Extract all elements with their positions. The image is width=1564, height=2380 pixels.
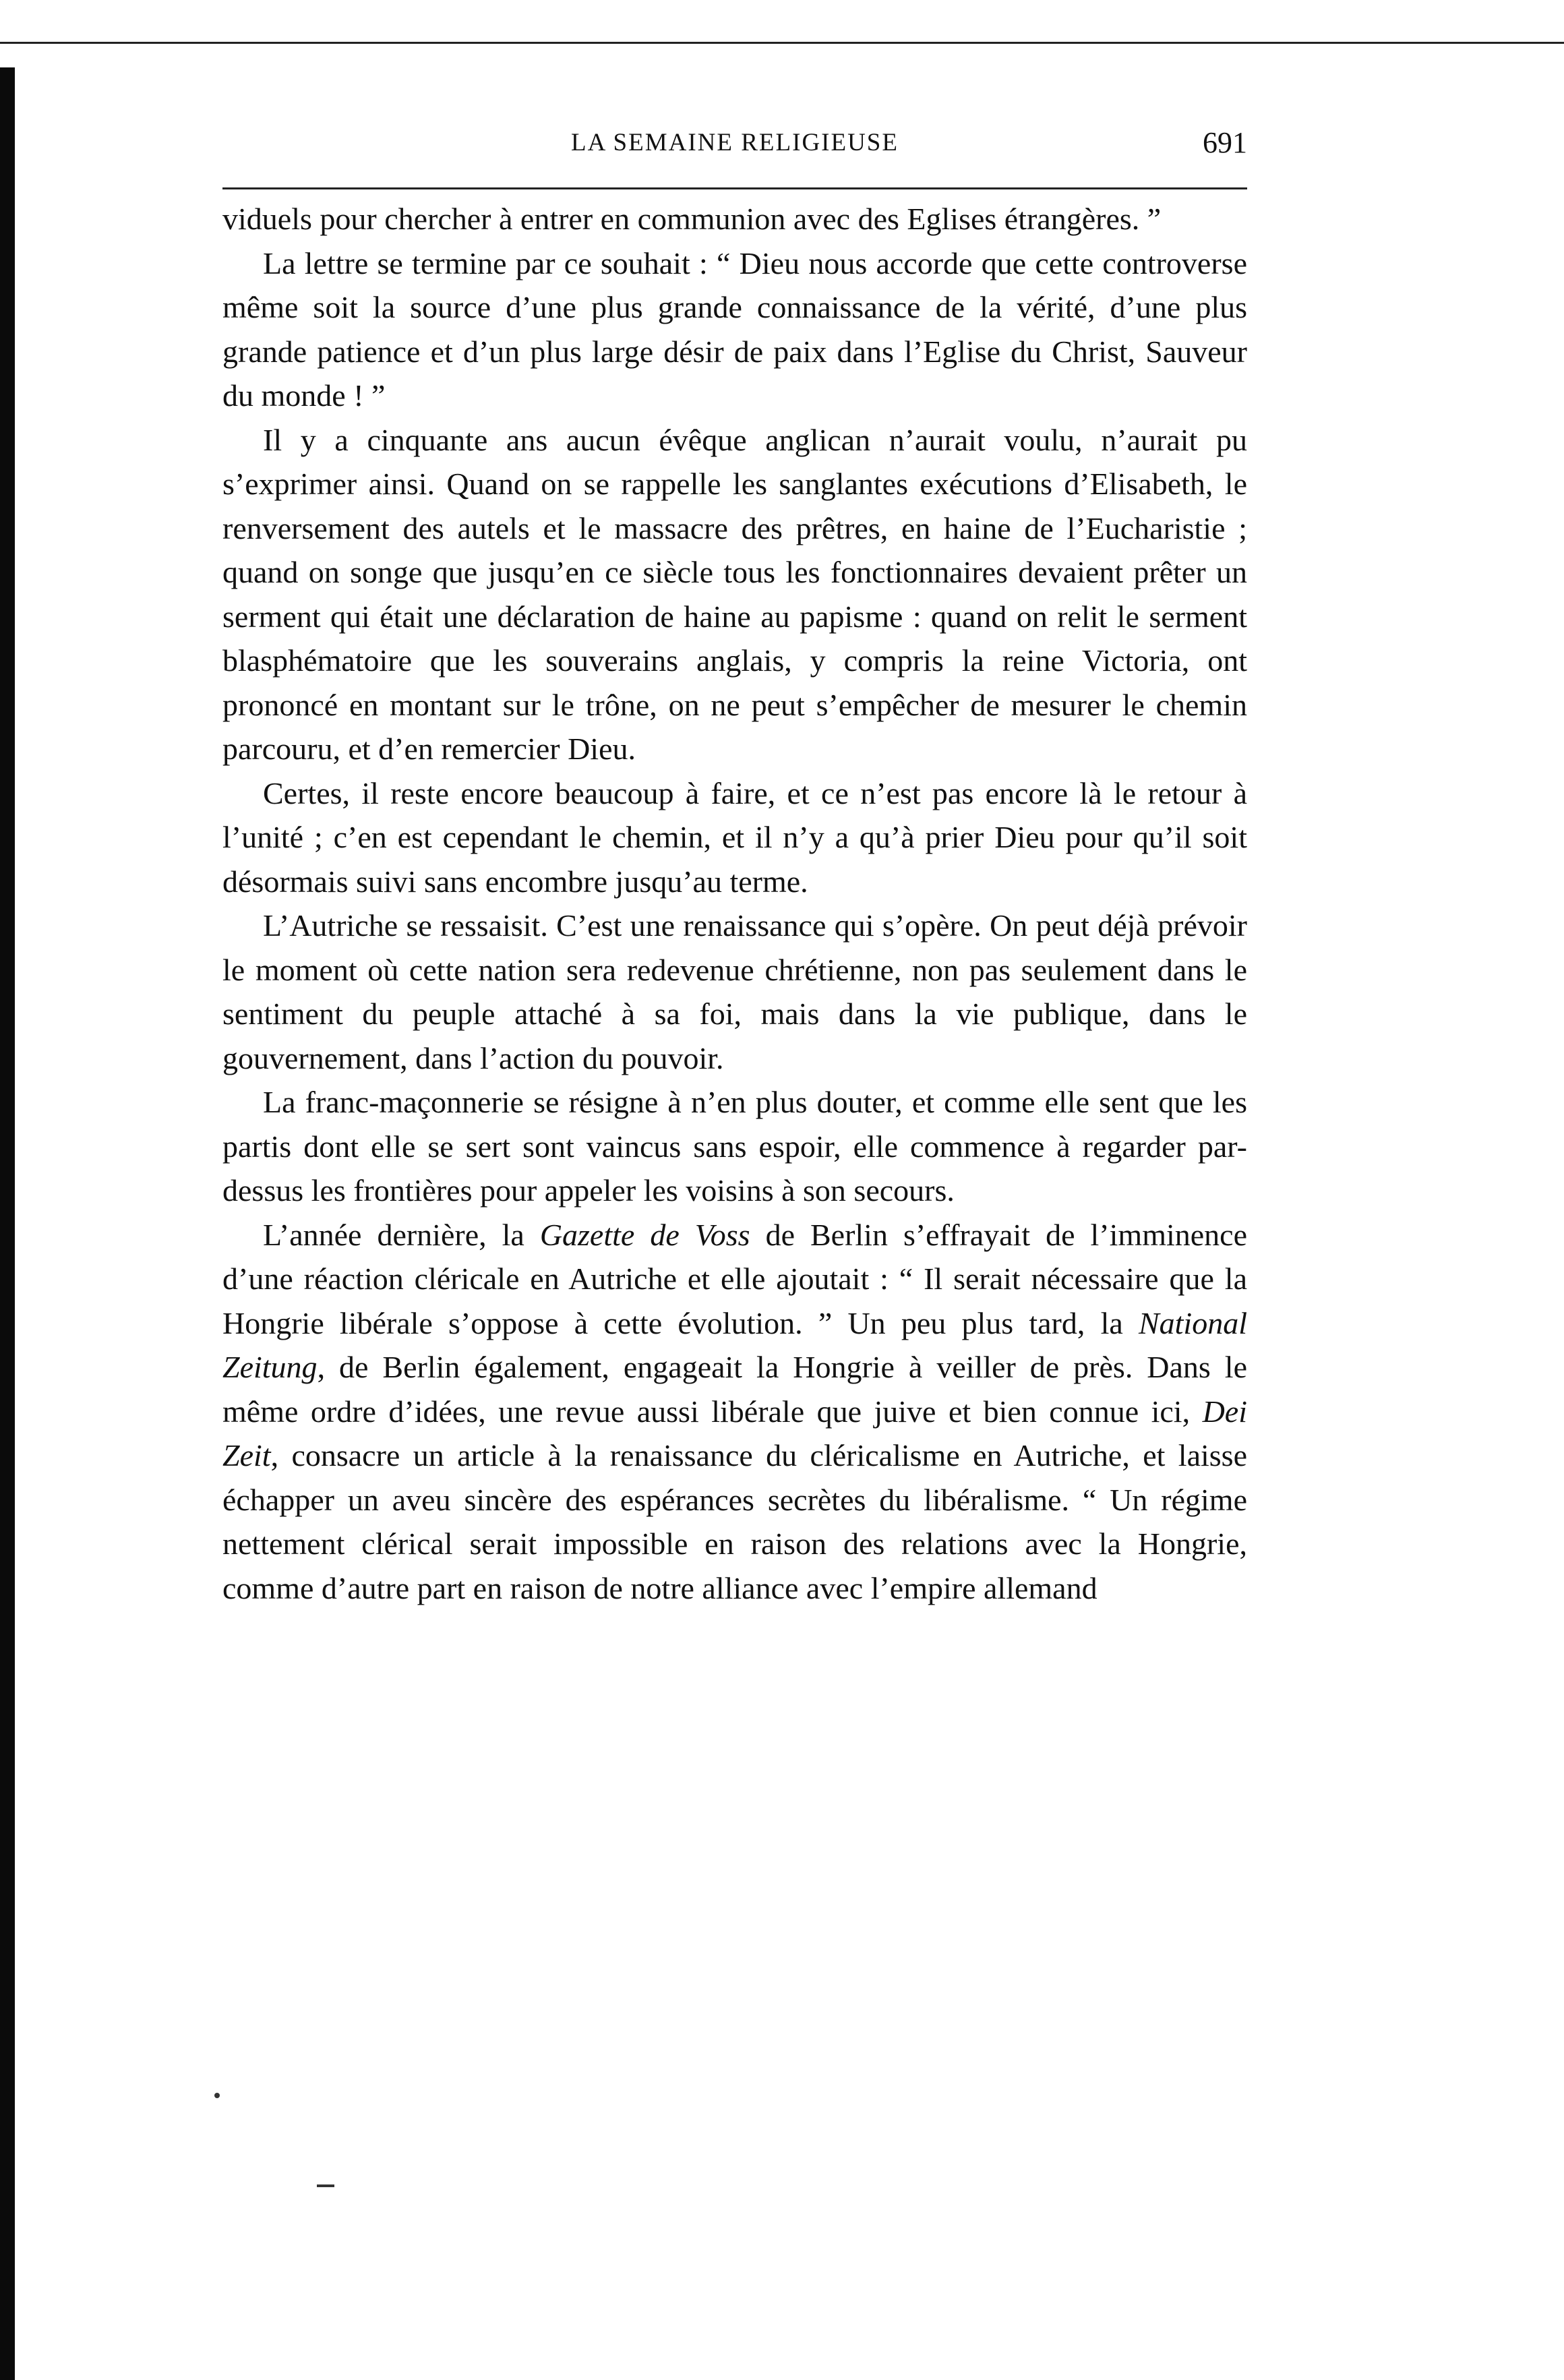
text-run: La franc-maçonnerie se résigne à n’en plus douter, et comme elle sent que les partis dont elle se sert sont vaincus sans espoir, elle commence à regarder par-dessus les frontières pour appeler les voisins à son secours. <box>222 1085 1247 1208</box>
paragraph <box>222 418 1247 771</box>
text-run: Il y a cinquante ans aucun évêque anglican n’aurait voulu, n’aurait pu s’exprimer ainsi. Quand on se rappelle les sanglantes exécutions d’Elisabeth, le renversement des autels et le massacre des prêtres, en haine de l’Eucharistie ; quand on songe que jusqu’en ce siècle tous les fonctionnaires devaient prêter un serment qui était une déclaration de haine au papisme : quand on relit le serment blasphématoire que les souverains anglais, y compris la reine Victoria, ont prononcé en montant sur le trône, on ne peut s’empêcher de mesurer le chemin parcouru, et d’en remercier Dieu. <box>222 422 1247 766</box>
page-number: 691 <box>1203 126 1247 159</box>
scan-speck <box>214 2093 220 2098</box>
scan-binding-edge <box>0 67 15 2380</box>
text-run: , de Berlin également, engageait la Hongrie à veiller de près. Dans le même ordre d’idées, une revue aussi libérale que juive et bien connue ici, <box>222 1350 1247 1429</box>
paragraph <box>222 771 1247 904</box>
paragraph <box>222 241 1247 418</box>
text-run: de Berlin s’effrayait de l’imminence d’une réaction cléricale en Autriche et elle ajoutait : “ Il serait nécessaire que la Hongrie libérale s’oppose à cette évolution. ” Un peu plus tard, la <box>222 1217 1247 1340</box>
header-rule <box>222 187 1247 189</box>
scan-top-rule <box>0 42 1564 44</box>
text-run: Certes, il reste encore beaucoup à faire, et ce n’est pas encore là le retour à l’unité ; c’en est cependant le chemin, et il n’y a qu’à prier Dieu pour qu’il soit désormais suivi sans encombre jusqu’au terme. <box>222 775 1247 899</box>
scan-speck <box>317 2184 334 2187</box>
page <box>222 121 1247 1610</box>
text-run: viduels pour chercher à entrer en communion avec des Eglises étrangères. ” <box>222 202 1162 236</box>
italic-title: National Zeitung <box>222 1305 1247 1384</box>
paragraph <box>222 1213 1247 1611</box>
body-text <box>222 197 1247 1610</box>
text-run: La lettre se termine par ce souhait : “ Dieu nous accorde que cette controverse même soit la source d’une plus grande connaissance de la vérité, d’une plus grande patience et d’un plus large désir de paix dans l’Eglise du Christ, Sauveur du monde ! ” <box>222 245 1247 413</box>
paragraph <box>222 197 1247 241</box>
text-run: L’Autriche se ressaisit. C’est une renaissance qui s’opère. On peut déjà prévoir le moment où cette nation sera redevenue chrétienne, non pas seulement dans le sentiment du peuple attaché à sa foi, mais dans la vie publique, dans le gouvernement, dans l’action du pouvoir. <box>222 908 1247 1075</box>
text-run: L’année dernière, la <box>263 1217 540 1252</box>
italic-title: Dei Zeit <box>222 1394 1247 1472</box>
page-header <box>222 121 1247 189</box>
paragraph <box>222 903 1247 1080</box>
italic-title: Gazette de Voss <box>539 1217 750 1252</box>
running-title: LA SEMAINE RELIGIEUSE <box>571 129 899 156</box>
text-run: , consacre un article à la renaissance du cléricalisme en Autriche, et laisse échapper un aveu sincère des espérances secrètes du libéralisme. “ Un régime nettement clérical serait impossible en raison des relations avec la Hongrie, comme d’autre part en raison de notre alliance avec l’empire allemand <box>222 1438 1247 1605</box>
paragraph <box>222 1080 1247 1213</box>
